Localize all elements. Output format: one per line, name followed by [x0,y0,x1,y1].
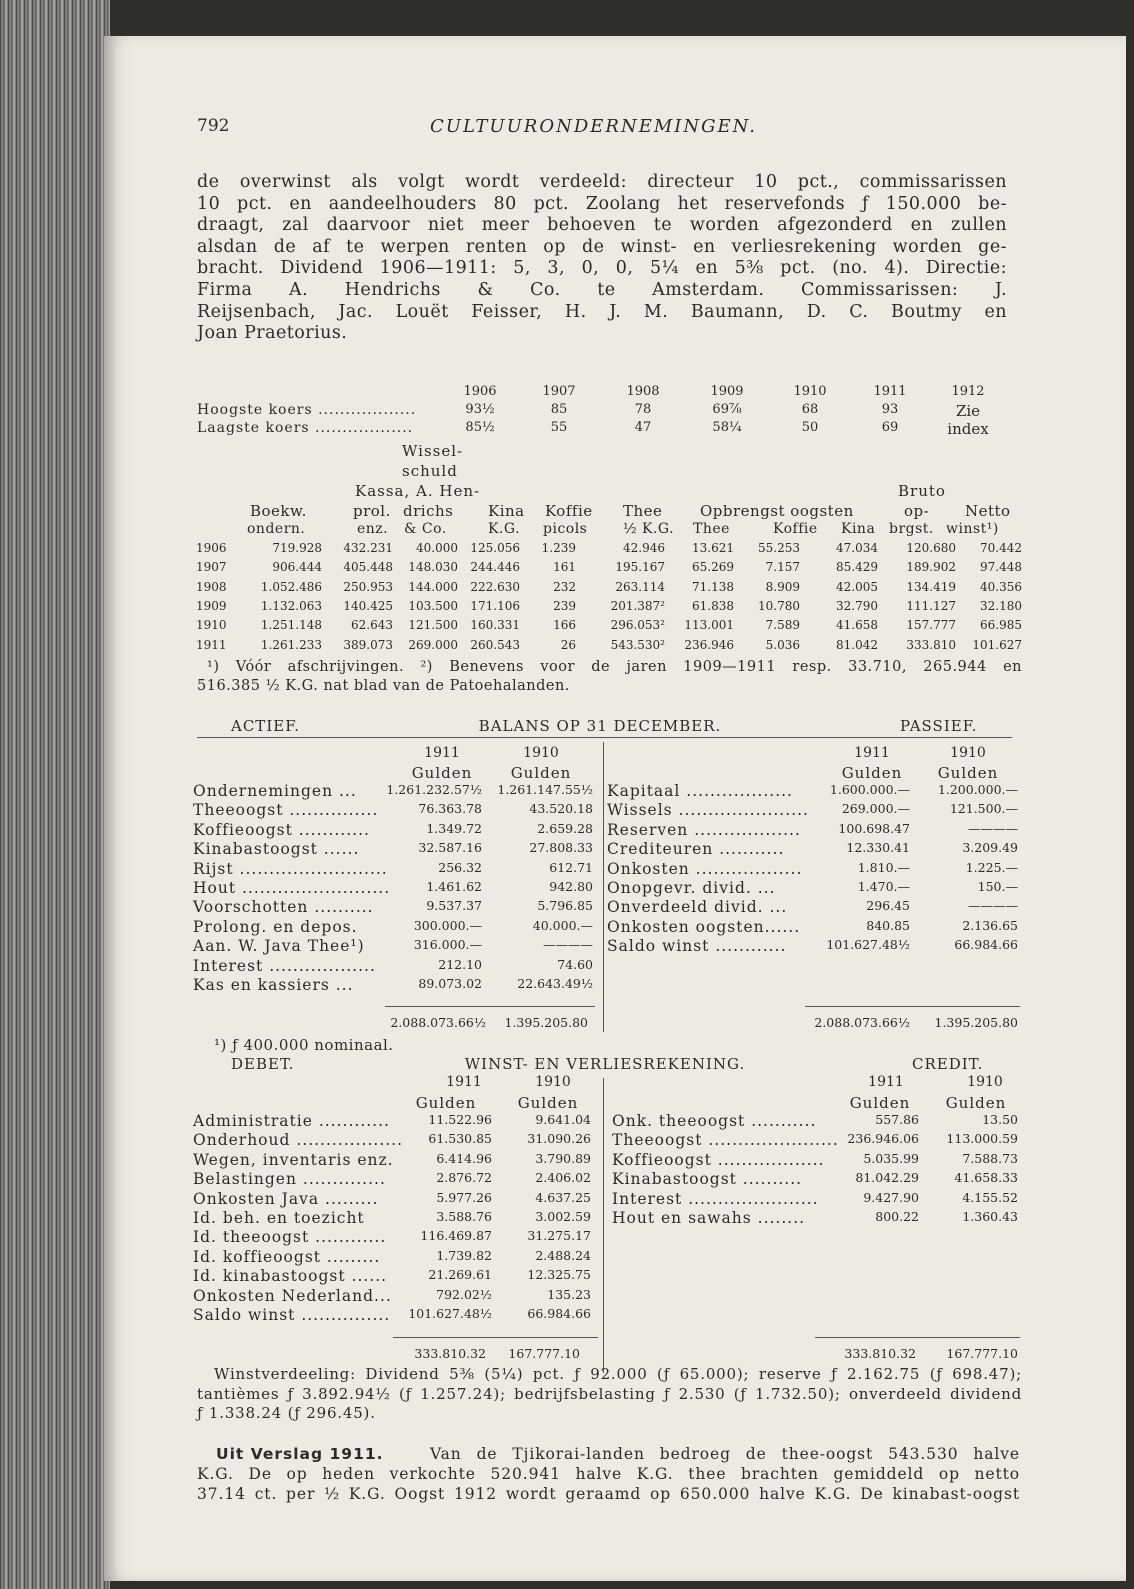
actief-total-1910: 1.395.205.80 [504,1015,588,1030]
passief-1910: 2.136.65 [962,917,1018,933]
actief-1910: 942.80 [549,879,593,894]
stats-value: 543.530² [610,637,665,652]
header-cell: ondern. [247,521,306,537]
passief-label: Onverdeeld divid. ... [607,898,788,917]
verslag-heading: Uit Verslag 1911. [216,1445,384,1463]
stats-year: 1906 [196,541,227,555]
koers-value: 58¼ [712,420,742,435]
stats-value: 269.000 [408,637,458,652]
debet-1910: 2.406.02 [535,1170,591,1186]
credit-label: Theeoogst ...................... [612,1131,839,1150]
actief-1911: 89.073.02 [418,976,482,991]
running-head: CULTUURONDERNEMINGEN. [430,116,757,137]
koers-label: Hoogste koers .................. [197,402,417,418]
stats-value: 65.269 [692,560,734,575]
passief-1910: 3.209.49 [962,840,1018,856]
stats-value: 296.053² [610,618,665,633]
stats-value: 222.630 [470,579,520,594]
winst-center-rule [603,1078,604,1373]
header-cell: enz. [357,521,389,537]
unit-header: Gulden [937,764,999,782]
stats-value: 5.036 [765,637,800,652]
balans-title: BALANS OP 31 DECEMBER. [478,717,722,735]
actief-1910: 5.796.85 [537,898,593,914]
stats-value: 10.780 [758,598,800,613]
intro-line: bracht. Dividend 1906—1911: 5, 3, 0, 0, 5¼ en 5⅜ pct. (no. 4). Directie: [197,258,1007,279]
stats-value: 32.180 [980,598,1022,613]
passief-total-1910: 1.395.205.80 [934,1015,1018,1030]
passief-label: Onkosten .................. [607,859,803,878]
credit-title: CREDIT. [912,1055,984,1073]
debet-1910: 3.002.59 [535,1209,591,1224]
actief-label: Interest .................. [193,956,376,975]
debet-1910: 2.488.24 [535,1247,591,1263]
credit-1910: 4.155.52 [962,1189,1018,1205]
header-cell: prol. [353,502,391,520]
stats-value: 32.790 [836,598,878,613]
koers-value: 78 [634,402,652,417]
debet-label: Administratie ............ [193,1112,390,1130]
stats-value: 1.052.486 [260,579,322,594]
passief-label: Onkosten oogsten...... [607,917,801,936]
stats-value: 148.030 [408,560,458,575]
passief-1910: 1.225.— [965,859,1018,875]
actief-1911: 212.10 [438,956,482,972]
actief-1910: 74.60 [557,956,593,972]
koers-value: Zie [955,402,981,420]
passief-1910: 121.500.— [949,801,1018,817]
stats-value: 42.005 [836,579,878,594]
debet-label: Onkosten Java ......... [193,1189,379,1208]
header-cell: Thee [623,502,663,520]
actief-title: ACTIEF. [231,717,301,735]
stats-value: 239 [553,598,576,613]
header-cell: Kina [841,521,876,537]
passief-1911: 1.470.— [857,879,910,894]
stats-value: 71.138 [692,579,734,594]
koers-year: 1909 [710,384,744,399]
actief-1910: ———— [543,937,593,953]
koers-value: 93½ [465,402,495,417]
stats-value: 134.419 [906,579,956,594]
book-page-edges [0,0,110,1589]
actief-1910: 27.808.33 [529,840,593,856]
credit-total-1911: 333.810.32 [844,1346,916,1361]
stats-value: 97.448 [980,560,1022,575]
actief-label: Theeoogst ............... [193,801,379,820]
credit-label: Kinabastoogst .......... [612,1170,803,1189]
debet-total-1911: 333.810.32 [414,1346,486,1361]
header-bruto: Bruto [898,482,946,500]
debet-1911: 3.588.76 [436,1209,492,1224]
debet-1910: 31.090.26 [527,1131,591,1147]
koers-year: 1910 [793,384,827,399]
debet-1911: 21.269.61 [428,1267,492,1283]
stats-value: 906.444 [272,560,322,575]
unit-header: Gulden [510,764,572,782]
debet-label: Onkosten Nederland... [193,1286,392,1305]
koers-value: 85½ [465,420,495,435]
stats-year: 1909 [196,598,227,613]
actief-1910: 612.71 [549,859,593,875]
stats-value: 201.387² [610,598,665,613]
credit-1910: 1.360.43 [962,1209,1018,1224]
verslag-line: K.G. De op heden verkochte 520.941 halve K.G. thee brachten gemiddeld op netto [197,1465,1020,1483]
header-cell: K.G. [488,521,521,537]
koers-value: 68 [801,402,819,417]
stats-value: 81.042 [836,637,878,652]
stats-value: 47.034 [836,541,878,555]
winst-title: WINST- EN VERLIESREKENING. [464,1055,746,1073]
stats-value: 8.909 [765,579,800,594]
stats-value: 260.543 [470,637,520,652]
actief-label: Kas en kassiers ... [193,976,354,994]
actief-label: Koffieoogst ............ [193,820,370,839]
actief-1911: 1.349.72 [426,820,482,836]
passief-label: Wissels ...................... [607,801,809,820]
year-header: 1911 [854,745,890,761]
passief-1911: 12.330.41 [846,840,910,856]
stats-value: 13.621 [692,541,734,555]
header-cell: & Co. [404,521,447,537]
stats-value: 62.643 [351,618,393,633]
header-cell: Koffie [773,521,818,537]
debet-1911: 792.02½ [436,1286,492,1302]
koers-year: 1911 [873,384,907,399]
stats-value: 7.589 [765,618,800,633]
header-cell: picols [543,521,588,537]
credit-1911: 557.86 [875,1112,919,1127]
passief-1910: 66.984.66 [954,937,1018,953]
stats-value: 236.946 [684,637,734,652]
actief-1910: 2.659.28 [537,820,593,836]
stats-value: 70.442 [980,541,1022,555]
unit-header: Gulden [841,764,903,782]
stats-value: 121.500 [408,618,458,633]
koers-value: 93 [881,402,899,417]
intro-line: de overwinst als volgt wordt verdeeld: directeur 10 pct., commissarissen [197,172,1007,192]
stats-value: 113.001 [684,618,734,633]
balans-footnote: ¹) ƒ 400.000 nominaal. [214,1036,394,1054]
year-header: 1910 [535,1074,571,1090]
koers-value: 50 [801,420,819,435]
debet-1911: 116.469.87 [420,1228,492,1244]
winst-sum-rule-right [815,1337,1020,1338]
credit-1910: 7.588.73 [962,1150,1018,1166]
stats-value: 42.946 [623,541,665,555]
intro-line: Firma A. Hendrichs & Co. te Amsterdam. Commissarissen: J. [197,280,1007,300]
unit-header: Gulden [849,1094,911,1112]
header-cell: Boekw. [250,502,307,520]
actief-1911: 316.000.— [413,937,482,953]
passief-total-1911: 2.088.073.66½ [814,1015,910,1030]
balans-top-rule [197,737,1012,738]
actief-1911: 1.261.232.57½ [386,782,482,797]
stats-value: 111.127 [906,598,956,613]
passief-1910: ———— [968,820,1018,836]
actief-1911: 9.537.37 [426,898,482,914]
actief-label: Prolong. en depos. [193,917,358,936]
credit-total-1910: 167.777.10 [946,1346,1018,1361]
debet-1911: 61.530.85 [428,1131,492,1147]
actief-1911: 32.587.16 [418,840,482,856]
stats-value: 26 [560,637,576,652]
actief-1911: 76.363.78 [418,801,482,817]
year-header: 1910 [967,1074,1003,1090]
debet-label: Id. koffieoogst ......... [193,1247,381,1266]
stats-value: 40.000 [416,541,458,555]
stats-value: 1.132.063 [260,598,322,613]
stats-value: 40.356 [980,579,1022,594]
stats-value: 7.157 [765,560,800,575]
actief-label: Kinabastoogst ...... [193,840,360,859]
stats-value: 144.000 [408,579,458,594]
debet-1911: 6.414.96 [436,1150,492,1166]
debet-1911: 2.876.72 [436,1170,492,1186]
stats-value: 1.251.148 [260,618,322,633]
debet-1911: 11.522.96 [428,1112,492,1127]
koers-value: 69⅞ [712,402,742,417]
header-cell: Netto [965,502,1011,520]
balans-sum-rule-left [385,1006,595,1007]
actief-1910: 1.261.147.55½ [497,782,593,797]
stats-value: 41.658 [836,618,878,633]
stats-value: 1.261.233 [260,637,322,652]
stats-value: 125.056 [470,541,520,555]
debet-1910: 31.275.17 [527,1228,591,1244]
stats-year: 1907 [196,560,227,575]
passief-title: PASSIEF. [900,717,978,735]
debet-label: Onderhoud .................. [193,1131,404,1150]
koers-year: 1912 [951,384,985,399]
stats-year: 1908 [196,579,227,594]
unit-header: Gulden [945,1094,1007,1112]
koers-value: index [947,420,989,438]
verslag-line: 37.14 ct. per ½ K.G. Oogst 1912 wordt geraamd op 650.000 halve K.G. De kinabast-oogst [197,1485,1020,1503]
actief-1911: 256.32 [438,859,482,875]
winstverdeeling-line: Winstverdeeling: Dividend 5⅜ (5¼) pct. ƒ 92.000 (ƒ 65.000); reserve ƒ 2.162.75 (ƒ 698.47); [214,1365,1022,1383]
winstverdeeling-line: tantièmes ƒ 3.892.94½ (ƒ 1.257.24); bedrijfsbelasting ƒ 2.530 (ƒ 1.732.50); onverdeeld dividend [197,1384,1022,1403]
passief-1911: 1.600.000.— [829,782,910,797]
header-cell: op- [904,502,930,520]
koers-year: 1908 [626,384,660,399]
credit-label: Interest ...................... [612,1189,819,1208]
debet-1910: 12.325.75 [527,1267,591,1283]
year-header: 1910 [523,745,559,761]
stats-value: 61.838 [692,598,734,613]
stats-value: 1.239 [541,541,576,555]
stats-value: 160.331 [470,618,520,633]
intro-line: draagt, zal daarvoor niet meer behoeven te worden afgezonderd en zullen [197,215,1007,236]
stats-value: 161 [553,560,576,575]
koers-value: 47 [634,420,652,435]
stats-value: 195.167 [615,560,665,575]
stats-year: 1910 [196,618,227,633]
passief-label: Crediteuren ........... [607,840,785,859]
header-kassa: Kassa, A. Hen- [355,482,481,500]
intro-line: alsdan de af te werpen renten op de winst- en verliesrekening worden ge- [197,236,1007,257]
stats-note: 516.385 ½ K.G. nat blad van de Patoehalanden. [197,678,570,694]
debet-1910: 135.23 [547,1286,591,1302]
year-header: 1911 [446,1074,482,1090]
header-wissel: Wissel- [402,442,464,460]
passief-1910: 1.200.000.— [937,782,1018,797]
actief-1910: 43.520.18 [529,801,593,817]
stats-value: 140.425 [343,598,393,613]
year-header: 1910 [950,745,986,761]
koers-value: 69 [881,420,899,435]
passief-1910: 150.— [977,879,1018,894]
debet-title: DEBET. [231,1055,295,1073]
stats-value: 389.073 [343,637,393,652]
stats-value: 232 [553,579,576,594]
header-cell: drichs [403,502,454,520]
balans-center-rule [603,742,604,1032]
passief-label: Reserven .................. [607,820,801,839]
credit-1911: 9.427.90 [863,1189,919,1205]
header-cell: Thee [693,521,730,537]
debet-1910: 3.790.89 [535,1150,591,1166]
unit-header: Gulden [415,1094,477,1112]
koers-label: Laagste koers .................. [197,420,414,436]
debet-label: Belastingen .............. [193,1170,386,1189]
header-cell: Opbrengst oogsten [700,502,854,520]
credit-1911: 800.22 [875,1209,919,1224]
unit-header: Gulden [411,764,473,782]
debet-1911: 5.977.26 [436,1189,492,1205]
actief-1910: 22.643.49½ [517,976,593,991]
debet-label: Id. kinabastoogst ...... [193,1267,388,1286]
stats-value: 244.446 [470,560,520,575]
actief-label: Aan. W. Java Thee¹) [193,937,365,956]
stats-value: 171.106 [470,598,520,613]
credit-1910: 113.000.59 [946,1131,1018,1147]
stats-note: ¹) Vóór afschrijvingen. ²) Benevens voor de jaren 1909—1911 resp. 33.710, 265.944 en [207,659,1022,675]
actief-1911: 300.000.— [413,917,482,933]
stats-value: 166 [553,618,576,633]
koers-year: 1906 [463,384,497,399]
stats-value: 250.953 [343,579,393,594]
stats-value: 85.429 [836,560,878,575]
debet-1911: 1.739.82 [436,1247,492,1263]
debet-label: Saldo winst ............... [193,1306,391,1324]
passief-1911: 269.000.— [841,801,910,817]
actief-label: Voorschotten .......... [193,898,374,917]
debet-1911: 101.627.48½ [408,1306,492,1321]
passief-label: Saldo winst ............ [607,937,787,956]
debet-label: Id. theeoogst ............ [193,1228,387,1247]
year-header: 1911 [868,1074,904,1090]
actief-label: Rijst ......................... [193,859,388,878]
intro-line: Reijsenbach, Jac. Louët Feisser, H. J. M. Baumann, D. C. Boutmy en [197,301,1007,322]
header-cell: brgst. [889,521,934,537]
stats-year: 1911 [196,637,227,652]
koers-year: 1907 [542,384,576,399]
stats-value: 405.448 [343,560,393,575]
debet-1910: 66.984.66 [527,1306,591,1321]
passief-1911: 296.45 [866,898,910,914]
actief-1911: 1.461.62 [426,879,482,894]
debet-label: Wegen, inventaris enz. [193,1150,394,1169]
stats-value: 432.231 [343,541,393,555]
header-wissel: schuld [402,462,458,480]
verslag-line: Van de Tjikorai-landen bedroeg de thee-oogst 543.530 halve [430,1445,1020,1463]
debet-1910: 4.637.25 [535,1189,591,1205]
credit-label: Onk. theeoogst ........... [612,1112,817,1130]
stats-value: 120.680 [906,541,956,555]
balans-sum-rule-right [805,1006,1020,1007]
stats-value: 189.902 [906,560,956,575]
header-cell: ½ K.G. [623,521,675,537]
credit-1910: 41.658.33 [954,1170,1018,1186]
stats-value: 101.627 [972,637,1022,652]
debet-label: Id. beh. en toezicht [193,1209,365,1227]
credit-label: Koffieoogst .................. [612,1150,825,1169]
year-header: 1911 [424,745,460,761]
actief-1910: 40.000.— [532,917,593,933]
credit-label: Hout en sawahs ........ [612,1209,806,1227]
winst-sum-rule-left [393,1337,598,1338]
debet-1910: 9.641.04 [535,1112,591,1127]
stats-value: 719.928 [272,541,322,555]
header-cell: winst¹) [946,521,999,537]
actief-label: Hout ......................... [193,879,391,897]
unit-header: Gulden [517,1094,579,1112]
stats-value: 55.253 [758,541,800,555]
stats-value: 157.777 [906,618,956,633]
passief-1911: 1.810.— [857,859,910,875]
winstverdeeling-line: ƒ 1.338.24 (ƒ 296.45). [197,1404,376,1422]
credit-1911: 5.035.99 [863,1150,919,1166]
stats-value: 103.500 [408,598,458,613]
actief-total-1911: 2.088.073.66½ [390,1015,486,1030]
credit-1910: 13.50 [982,1112,1018,1127]
header-cell: Koffie [545,502,593,520]
intro-line: Joan Praetorius. [197,323,348,344]
passief-1911: 101.627.48½ [826,937,910,953]
debet-total-1910: 167.777.10 [508,1346,580,1361]
koers-value: 55 [550,420,568,435]
passief-1911: 100.698.47 [838,820,910,836]
passief-label: Kapitaal .................. [607,782,793,800]
intro-line: 10 pct. en aandeelhouders 80 pct. Zoolang het reservefonds ƒ 150.000 be- [197,193,1007,214]
header-cell: Kina [488,502,525,520]
actief-label: Ondernemingen ... [193,782,357,800]
koers-value: 85 [550,402,568,417]
page-number: 792 [197,116,230,136]
passief-label: Onopgevr. divid. ... [607,879,776,897]
stats-value: 263.114 [615,579,665,594]
stats-value: 66.985 [980,618,1022,633]
passief-1911: 840.85 [866,917,910,933]
credit-1911: 236.946.06 [847,1131,919,1147]
passief-1910: ———— [968,898,1018,914]
credit-1911: 81.042.29 [855,1170,919,1186]
stats-value: 333.810 [906,637,956,652]
